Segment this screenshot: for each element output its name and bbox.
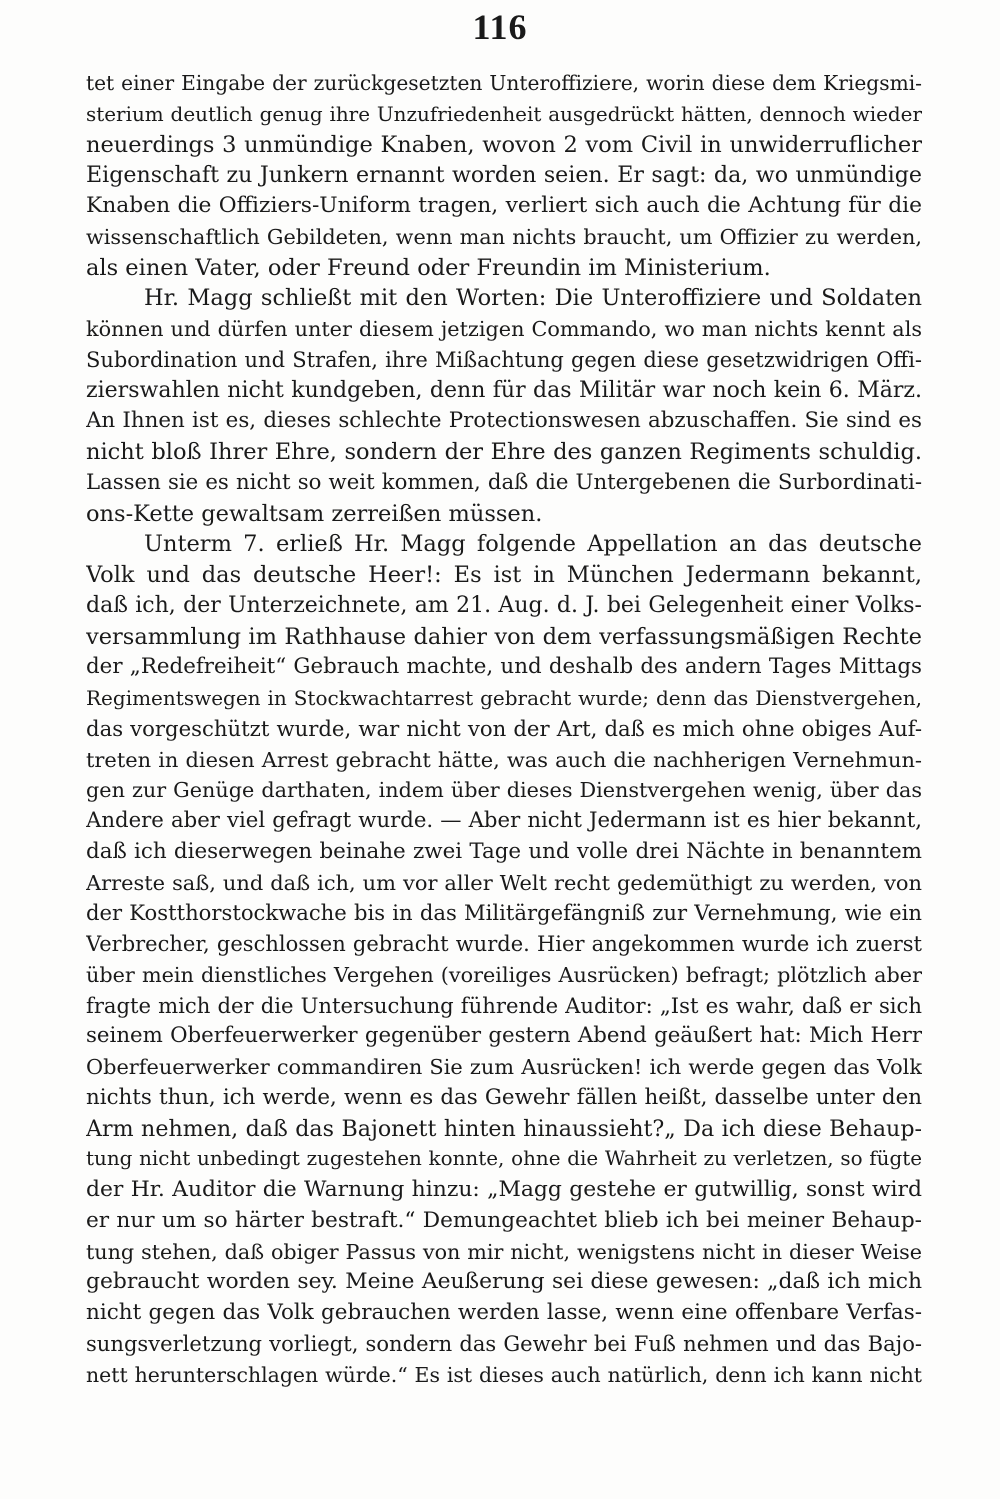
text-line: nett herunterschlagen würde.“ Es ist dieses auch natürlich, denn ich kann nicht: [86, 1362, 922, 1387]
text-line: Arm nehmen, daß das Bajonett hinten hinaussieht?„ Da ich diese Behaup-: [86, 1115, 922, 1142]
text-line: An Ihnen ist es, dieses schlechte Protectionswesen abzuschaffen. Sie sind es: [86, 408, 922, 434]
text-line: Subordination und Strafen, ihre Mißachtung gegen diese gesetzwidrigen Offi-: [86, 347, 922, 372]
text-line: können und dürfen unter diesem jetzigen Commando, wo man nichts kennt als: [86, 317, 922, 341]
text-line: Eigenschaft zu Junkern ernannt worden seien. Er sagt: da, wo unmündige: [86, 162, 922, 189]
text-line: ons-Kette gewaltsam zerreißen müssen.: [86, 500, 543, 527]
text-line: das vorgeschützt wurde, war nicht von der Art, daß es mich ohne obiges Auf-: [86, 715, 922, 741]
text-line: gebraucht worden sey. Meine Aeußerung sei diese gewesen: „daß ich mich: [86, 1269, 922, 1295]
text-line: wissenschaftlich Gebildeten, wenn man nichts braucht, um Offizier zu werden,: [86, 224, 922, 249]
text-line: seinem Oberfeuerwerker gegenüber gestern Abend geäußert hat: Mich Herr: [86, 1023, 922, 1049]
page-number: 116: [472, 7, 528, 47]
text-line: zierswahlen nicht kundgeben, denn für das Militär war noch kein 6. März.: [86, 377, 922, 403]
text-line: als einen Vater, oder Freund oder Freundin im Ministerium.: [86, 254, 771, 281]
text-line: gen zur Genüge darthaten, indem über dieses Dienstvergehen wenig, über das: [86, 778, 922, 803]
text-line: versammlung im Rathhause dahier von dem verfassungsmäßigen Rechte: [86, 623, 922, 650]
text-line: Oberfeuerwerker commandiren Sie zum Ausrücken! ich werde gegen das Volk: [86, 1055, 922, 1079]
text-line: der „Redefreiheit“ Gebrauch machte, und deshalb des andern Tages Mittags: [86, 654, 922, 680]
body-text: [86, 68, 922, 1390]
text-line: sterium deutlich genug ihre Unzufriedenheit ausgedrückt hätten, dennoch wieder: [86, 101, 922, 126]
text-line: Lassen sie es nicht so weit kommen, daß die Untergebenen die Surbordinati-: [86, 469, 922, 495]
text-line: Arreste saß, und daß ich, um vor aller Welt recht gedemüthigt zu werden, von: [86, 870, 922, 895]
text-line: daß ich dieserwegen beinahe zwei Tage und volle drei Nächte in benanntem: [86, 838, 922, 864]
text-line: daß ich, der Unterzeichnete, am 21. Aug. d. J. bei Gelegenheit einer Volks-: [86, 592, 922, 618]
text-line: nicht bloß Ihrer Ehre, sondern der Ehre des ganzen Regiments schuldig.: [86, 439, 922, 465]
text-line: nichts thun, ich werde, wenn es das Gewehr fällen heißt, dasselbe unter den: [86, 1084, 922, 1110]
text-line: Regimentswegen in Stockwachtarrest gebracht wurde; denn das Dienstvergehen,: [86, 686, 922, 710]
text-line: Verbrecher, geschlossen gebracht wurde. Hier angekommen wurde ich zuerst: [86, 932, 922, 956]
text-line: über mein dienstliches Vergehen (voreiliges Ausrücken) befragt; plötzlich aber: [86, 962, 922, 987]
text-line: Hr. Magg schließt mit den Worten: Die Unteroffiziere und Soldaten: [144, 285, 922, 312]
text-line: neuerdings 3 unmündige Knaben, wovon 2 vom Civil in unwiderruflicher: [86, 131, 922, 158]
text-line: der Hr. Auditor die Warnung hinzu: „Magg gestehe er gutwillig, sonst wird: [86, 1177, 922, 1202]
text-line: sungsverletzung vorliegt, sondern das Gewehr bei Fuß nehmen und das Bajo-: [86, 1330, 922, 1356]
text-line: tung nicht unbedingt zugestehen konnte, ohne die Wahrheit zu verletzen, so fügte: [86, 1147, 922, 1171]
text-line: treten in diesen Arrest gebracht hätte, was auch die nachherigen Vernehmun-: [86, 747, 922, 772]
text-line: Volk und das deutsche Heer!: Es ist in München Jedermann bekannt,: [86, 562, 922, 588]
text-line: Unterm 7. erließ Hr. Magg folgende Appellation an das deutsche: [144, 531, 922, 558]
text-line: Knaben die Offiziers-Uniform tragen, verliert sich auch die Achtung für die: [86, 193, 922, 218]
text-line: nicht gegen das Volk gebrauchen werden lasse, wenn eine offenbare Verfas-: [86, 1300, 922, 1325]
text-line: der Kostthorstockwache bis in das Militärgefängniß zur Vernehmung, wie ein: [86, 900, 922, 926]
text-line: tet einer Eingabe der zurückgesetzten Unteroffiziere, worin diese dem Kriegsmi-: [86, 71, 922, 95]
text-line: Andere aber viel gefragt wurde. — Aber nicht Jedermann ist es hier bekannt,: [86, 808, 922, 833]
text-line: tung stehen, daß obiger Passus von mir nicht, wenigstens nicht in dieser Weise: [86, 1239, 922, 1264]
text-line: er nur um so härter bestraft.“ Demungeachtet blieb ich bei meiner Behaup-: [86, 1207, 922, 1233]
text-line: fragte mich der die Untersuchung führende Auditor: „Ist es wahr, daß er sich: [86, 992, 922, 1018]
